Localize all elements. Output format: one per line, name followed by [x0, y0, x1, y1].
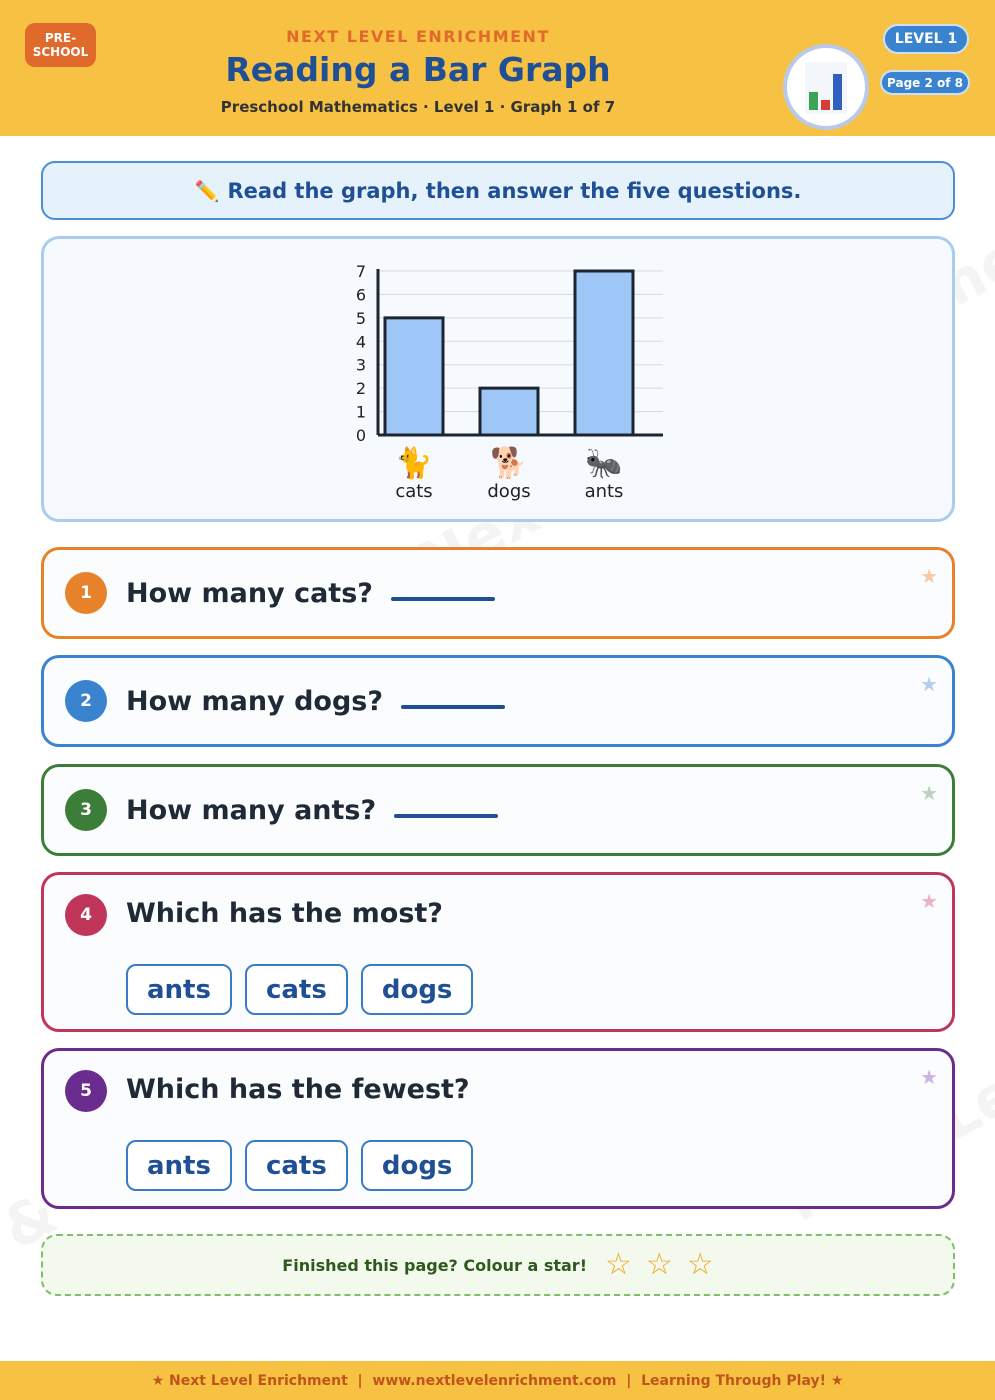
question-number: 1 — [65, 572, 107, 614]
x-tick-label: cats — [395, 481, 433, 502]
question-text — [126, 578, 495, 609]
option-cats[interactable]: cats — [245, 964, 348, 1015]
level-badge: LEVEL 1 — [883, 24, 969, 54]
question-label: How many cats? — [126, 578, 373, 609]
finished-banner — [41, 1234, 955, 1296]
page-indicator: Page 2 of 8 — [880, 70, 970, 95]
question-text: Which has the fewest? — [126, 1074, 470, 1105]
question-label: How many ants? — [126, 795, 377, 826]
y-tick-label: 7 — [355, 262, 366, 281]
question-text: Which has the most? — [126, 898, 443, 929]
y-tick-label: 1 — [355, 402, 366, 422]
question-text — [126, 795, 498, 826]
question-number: 2 — [65, 680, 107, 722]
y-tick-label: 6 — [355, 285, 366, 305]
answer-options — [126, 964, 473, 1015]
star-icon: ★ — [920, 564, 938, 588]
footer-text: ★ Next Level Enrichment | www.nextlevelenrichment.com | Learning Through Play! ★ — [151, 1372, 844, 1389]
question-card-3 — [41, 764, 955, 856]
bar-graph-panel — [41, 236, 955, 522]
cat-icon: 🐈 — [395, 446, 433, 481]
option-dogs[interactable]: dogs — [361, 1140, 474, 1191]
ant-icon: 🐜 — [585, 446, 623, 481]
star-icon: ★ — [920, 889, 938, 913]
dog-icon: 🐕 — [490, 446, 528, 481]
page-subtitle: Preschool Mathematics · Level 1 · Graph 1 of 7 — [220, 98, 616, 116]
page-title: Reading a Bar Graph — [225, 50, 611, 89]
option-ants[interactable]: ants — [126, 1140, 232, 1191]
x-tick-label: dogs — [487, 481, 531, 502]
y-tick-label: 4 — [355, 332, 366, 352]
footer — [0, 1361, 995, 1400]
finished-text: Finished this page? Colour a star! — [282, 1255, 587, 1275]
question-number: 4 — [65, 894, 107, 936]
answer-line[interactable] — [401, 705, 505, 709]
y-tick-label: 2 — [355, 379, 366, 399]
star-icon: ★ — [920, 781, 938, 805]
star-icon: ★ — [920, 672, 938, 696]
question-number: 5 — [65, 1070, 107, 1112]
option-cats[interactable]: cats — [245, 1140, 348, 1191]
x-tick-label: ants — [584, 481, 624, 502]
pencil-icon: ✏️ — [194, 178, 220, 203]
star-outline-icon[interactable]: ☆ — [604, 1247, 632, 1282]
question-card-5 — [41, 1048, 955, 1209]
option-dogs[interactable]: dogs — [361, 964, 474, 1015]
y-tick-label: 3 — [355, 355, 366, 375]
instruction-text: Read the graph, then answer the five questions. — [227, 178, 802, 203]
question-label: How many dogs? — [126, 686, 384, 717]
brand-name: NEXT LEVEL ENRICHMENT — [286, 27, 550, 46]
question-card-4 — [41, 872, 955, 1032]
question-card-1 — [41, 547, 955, 639]
question-number: 3 — [65, 789, 107, 831]
bar-chart-icon — [783, 44, 869, 130]
preschool-badge: PRE- SCHOOL — [25, 23, 96, 67]
y-tick-label: 0 — [355, 426, 366, 445]
bar-cats — [385, 318, 443, 435]
instruction-banner — [41, 161, 955, 220]
header — [0, 0, 995, 136]
answer-line[interactable] — [391, 597, 495, 601]
bar-graph — [44, 239, 952, 519]
bar-dogs — [480, 388, 538, 435]
option-ants[interactable]: ants — [126, 964, 232, 1015]
answer-options — [126, 1140, 473, 1191]
question-text — [126, 686, 505, 717]
y-tick-label: 5 — [355, 308, 366, 328]
answer-line[interactable] — [394, 814, 498, 818]
star-outline-icon[interactable]: ☆ — [686, 1247, 714, 1282]
star-outline-icon[interactable]: ☆ — [645, 1247, 673, 1282]
star-icon: ★ — [920, 1065, 938, 1089]
question-card-2 — [41, 655, 955, 747]
bar-ants — [575, 271, 633, 435]
